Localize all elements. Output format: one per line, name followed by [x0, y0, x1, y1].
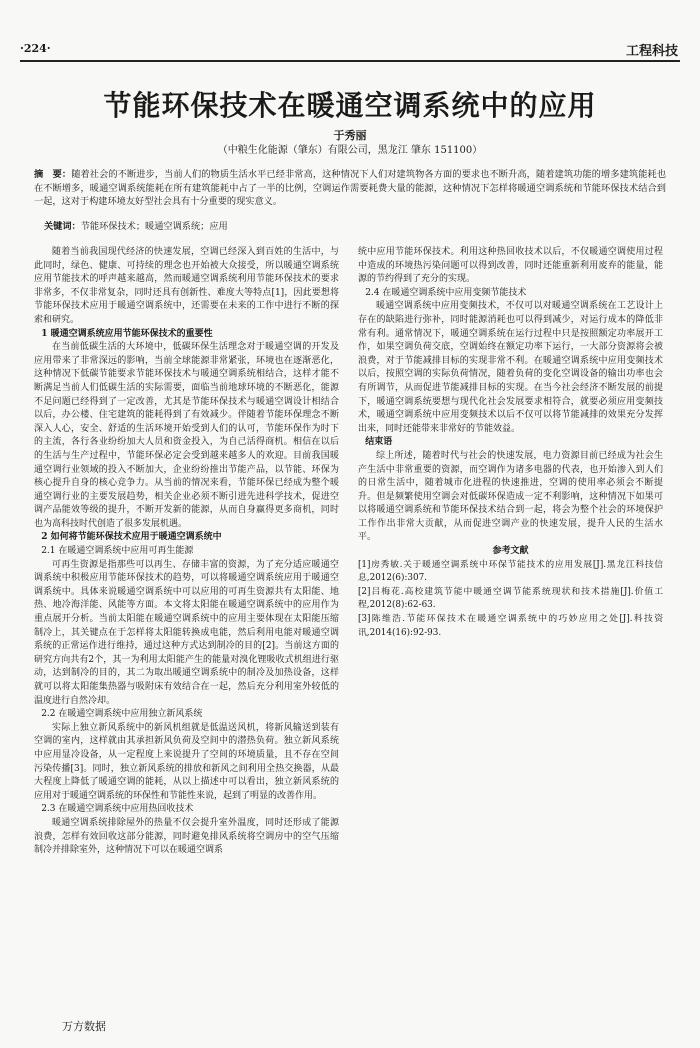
abstract-label: 摘 要： [34, 169, 72, 180]
section-2-4-heading: 2.4 在暖通空调系统中应用变频节能技术 [365, 287, 527, 298]
section-2-heading: 2 如何将节能环保技术应用于暖通空调系统中 [41, 532, 222, 543]
abstract-text: 随着社会的不断进步，当前人们的物质生活水平已经非常高，这种情况下人们对建筑物各方面的要求也不断升高，随着建筑功能的增多建筑能耗也在不断增多，暖通空调系统能耗在所有建筑能耗中占了一半的比例，空调运作需要耗费大量的能源，这种情况下怎样将暖通空调系统和节能环保技术结合到一起，这对于构建环境友好型社会具有十分重要的现实意义。 [34, 169, 667, 208]
reference-item: [2]吕梅花.高校建筑节能中暖通空调节能系统现状和技术措施[J].价值工程,2012(8):62-63. [358, 586, 663, 611]
source-watermark: 万方数据 [62, 1020, 106, 1033]
section-1-heading: 1 暖通空调系统应用节能环保技术的重要性 [41, 328, 213, 339]
references-heading: 参考文献 [492, 546, 529, 557]
keywords [44, 218, 666, 232]
keywords-text: 节能环保技术；暖通空调系统；应用 [80, 221, 228, 232]
section-2-4-paragraph: 暖通空调系统中应用变频技术，不仅可以对暖通空调系统在工艺设计上存在的缺陷进行弥补，同时能源消耗也可以得到减少，对运行成本的降低非常有利。通常情况下，暖通空调系统在运行过程中只是按照额定功率展开工作，如果空调负荷交底，空调始终在额定功率下运行，一大部分资源将会被浪费，对于节能减排目标的实现非常不利。在暖通空调系统中应用变频技术以后，按照空调的实际负荷情况，随着负荷的变化空调设备的输出功率也会有所调节，从而促进节能减排目标的实现。在当今社会经济不断发展的前提下，暖通空调系统要想与现代化社会发展要求相符合，就要必须应用变频技术，暖通空调系统中应用变频技术以后不仅可以将节能减排的效果充分发挥出来，同时还能带来非常好的节能效益。 [358, 301, 663, 434]
left-column [34, 246, 339, 858]
section-2-1-paragraph: 可再生资源是指那些可以再生、存储丰富的资源，为了充分适应暖通空调系统中积极应用节能环保技术的趋势，可以将暖通空调系统应用于暖通空调系统中。具体来说暖通空调系统中可以应用的可再生资源共有太阳能、地热、地冷海洋能、风能等方面。本文将太阳能在暖通空调系统中的应用作为重点展开分析。当前太阳能在暖通空调系统中的应用主要体现在太阳能压缩制冷上，其关键点在于怎样将太阳能转换成电能，然后利用电能对暖通空调系统的正常运作进行维持，通过这种方式达到制冷的目的[2]。当前这方面的研究方向共有2个，其一为利用太阳能产生的能量对溴化锂吸收式机组进行驱动，达到制冷的目的，其二为取出暖通空调系统中的制冷及加热设备，这样就可以将太阳能集热器与吸附床有效结合在一起，然后充分利用室外较低的温度进行自然冷却。 [34, 559, 339, 706]
conclusion-heading: 结束语 [365, 437, 393, 448]
conclusion-paragraph: 综上所述，随着时代与社会的快速发展，电力资源目前已经成为社会生产生活中非常重要的资源，而空调作为诸多电器的代表，也开始渗入到人们的日常生活中，随着城市化进程的快速推进，空调的使用率必须会不断提升。但是频繁使用空调会对低碳环保造成一定不利影响，这种情况下如果可以将暖通空调系统和节能环保技术结合到一起，将会为整个社会的环境保护工作作出非常大贡献，从而促进空调产业的快速发展，提升人民的生活水平。 [358, 450, 663, 543]
reference-item: [3]陈维浩.节能环保技术在暖通空调系统中的巧妙应用之处[J].科技资讯,2014(16):92-93. [358, 614, 663, 638]
section-2-3-continuation: 统中应用节能环保技术。利用这种热回收技术以后，不仅暖通空调使用过程中造成的环境热污染问题可以得到改善，同时还能重新利用废弃的能量，能源的节约得到了充分的实现。 [358, 247, 663, 285]
section-2-2-heading: 2.2 在暖通空调系统中应用独立新风系统 [41, 709, 203, 720]
affiliation: （中粮生化能源（肇东）有限公司，黑龙江 肇东 151100） [217, 145, 483, 156]
section-2-1-heading: 2.1 在暖通空调系统中应用可再生能源 [41, 546, 194, 557]
section-1-paragraph: 在当前低碳生活的大环境中，低碳环保生活理念对于暖通空调的开发及应用带来了非常深远的影响，当前全球能源非常紧张，环境也在逐渐恶化，这种情况下低碳节能要求节能环保技术与暖通空调系统相结合，这样才能不断满足当前人们低碳生活的实际需要，面临当前地球环境的不断恶化，能源不足问题已经得到了一定改善，尤其是节能环保技术与暖通空调设计相结合以后，办公楼、住宅建筑的能耗得到了有效减少。伴随着节能环保理念不断深入人心，安全、舒适的生活环境开始受到人们的认可，节能环保作为时下的主流，各行各业纷纷加大人员和资金投入，为自己活得商机。相信在以后的生活与生产过程中，节能环保必定会受到越来越多人的欢迎。目前我国暖通空调行业领域的投入不断加大，企业纷纷推出节能产品，以节能、环保为核心提升自身的核心竞争力。从当前的情况来看，节能环保已经成为整个暖通空调行业的主要发展趋势，相关企业必须不断引进先进科学技术，促进空调产品能效等级的提升，不断开发新的能源，从而自身赢得更多商机，同时也为高科技时代创造了很多发展机遇。 [34, 342, 339, 529]
reference-item: [1]房秀敏.关于暖通空调系统中环保节能技术的应用发展[J].黑龙江科技信息,2012(6):307. [358, 559, 663, 584]
header-divider [20, 60, 680, 62]
right-column [358, 246, 663, 640]
paper-title: 节能环保技术在暖通空调系统中的应用 [103, 89, 597, 122]
abstract [34, 168, 666, 209]
section-2-3-paragraph: 暖通空调系统排除屋外的热量不仅会提升室外温度，同时还形成了能源浪费，怎样有效回收这部分能源，同时避免排风系统将空调房中的空气压缩制冷并排除室外，这种情况下可以在暖通空调系 [34, 817, 339, 856]
page-number: ·224· [20, 42, 51, 55]
section-2-3-heading: 2.3 在暖通空调系统中应用热回收技术 [41, 804, 194, 815]
intro-paragraph: 随着当前我国现代经济的快速发展，空调已经深入到百姓的生活中，与此同时，绿色、健康、可持续的理念也开始被大众接受，所以暖通空调系统应用节能技术的呼声越来越高，然而暖通空调系统利用节能环保技术的要求非常多，不仅非常复杂，同时还具有创新性、难度大等特点[1]，因此要想将节能环保技术应用于暖通空调系统中，还需要在未来的工作中进行不断的探索和研究。 [34, 247, 339, 325]
author: 于秀丽 [333, 129, 367, 142]
keywords-label: 关键词： [44, 221, 81, 232]
section-2-2-paragraph: 实际上独立新风系统中的新风机组就是低温送风机，将新风输送到装有空调的室内，这样就由其承担新风负荷及空间中的潜热负荷。独立新风系统中应用显冷设备，从一定程度上来说提升了空间的环境质量，且不存在空间污染传播[3]。同时，独立新风系统的排放和新风之间利用全热交换器，从最大程度上降低了暖通空调的能耗，从以上描述中可以看出，独立新风系统的应用对于暖通空调系统的环保性和节能性来说，起到了明显的改善作用。 [34, 722, 339, 801]
reference-list [358, 559, 663, 641]
journal-name: 工程科技 [625, 44, 678, 59]
